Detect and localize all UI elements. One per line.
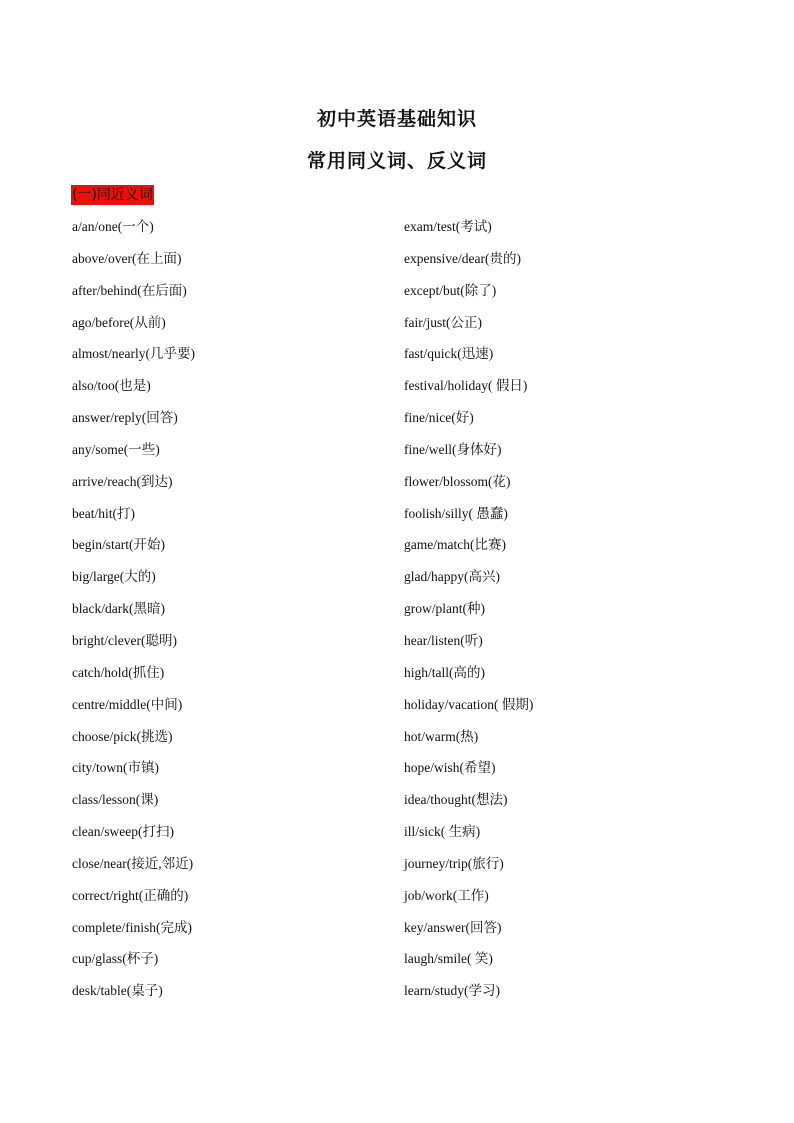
list-item: glad/happy(高兴) xyxy=(404,569,500,585)
list-item: also/too(也是) xyxy=(72,378,151,394)
list-item: city/town(市镇) xyxy=(72,760,159,776)
list-item: hot/warm(热) xyxy=(404,728,479,744)
list-item: hear/listen(听) xyxy=(404,632,483,648)
list-item: grow/plant(种) xyxy=(404,601,485,617)
list-item: expensive/dear(贵的) xyxy=(404,250,521,266)
list-item: above/over(在上面) xyxy=(72,250,182,266)
list-item: game/match(比赛) xyxy=(404,537,506,553)
document-subtitle: 常用同义词、反义词 xyxy=(306,150,487,172)
synonym-list-left xyxy=(72,218,195,1014)
list-item: close/near(接近,邻近) xyxy=(72,855,194,871)
list-item: beat/hit(打) xyxy=(72,505,135,521)
list-item: choose/pick(挑选) xyxy=(72,728,173,744)
list-item: hope/wish(希望) xyxy=(404,760,496,776)
list-item: class/lesson(课) xyxy=(72,792,159,808)
list-item: festival/holiday( 假日) xyxy=(404,378,528,394)
list-item: holiday/vacation( 假期) xyxy=(404,696,534,712)
synonym-list-right xyxy=(404,218,533,1014)
list-item: desk/table(桌子) xyxy=(72,983,163,999)
list-item: ill/sick( 生病) xyxy=(404,824,481,840)
section-heading-synonyms: (一)同近义词 xyxy=(72,187,153,203)
list-item: black/dark(黑暗) xyxy=(72,601,165,617)
list-item: ago/before(从前) xyxy=(72,314,166,330)
list-item: catch/hold(抓住) xyxy=(72,664,165,680)
list-item: learn/study(学习) xyxy=(404,983,500,999)
list-item: job/work(工作) xyxy=(404,887,489,903)
list-item: after/behind(在后面) xyxy=(72,282,187,298)
list-item: except/but(除了) xyxy=(404,282,497,298)
list-item: clean/sweep(打扫) xyxy=(72,824,174,840)
list-item: complete/finish(完成) xyxy=(72,919,192,935)
list-item: fine/nice(好) xyxy=(404,410,474,426)
list-item: high/tall(高的) xyxy=(404,664,485,680)
list-item: key/answer(回答) xyxy=(404,919,502,935)
list-item: fine/well(身体好) xyxy=(404,441,502,457)
list-item: arrive/reach(到达) xyxy=(72,473,173,489)
list-item: flower/blossom(花) xyxy=(404,473,511,489)
list-item: exam/test(考试) xyxy=(404,219,492,234)
list-item: answer/reply(回答) xyxy=(72,410,178,426)
list-item: any/some(一些) xyxy=(72,441,160,457)
list-item: centre/middle(中间) xyxy=(72,696,183,712)
list-item: idea/thought(想法) xyxy=(404,792,508,808)
list-item: cup/glass(杯子) xyxy=(72,951,159,967)
list-item: begin/start(开始) xyxy=(72,537,165,553)
list-item: journey/trip(旅行) xyxy=(404,855,504,871)
list-item: correct/right(正确的) xyxy=(72,887,189,903)
list-item: a/an/one(一个) xyxy=(72,219,154,234)
list-item: fast/quick(迅速) xyxy=(404,346,494,362)
list-item: bright/clever(聪明) xyxy=(72,632,177,648)
list-item: laugh/smile( 笑) xyxy=(404,951,493,967)
document-title: 初中英语基础知识 xyxy=(316,108,477,130)
list-item: big/large(大的) xyxy=(72,569,156,585)
list-item: fair/just(公正) xyxy=(404,314,482,330)
list-item: foolish/silly( 愚蠢) xyxy=(404,505,508,521)
list-item: almost/nearly(几乎要) xyxy=(72,346,195,362)
